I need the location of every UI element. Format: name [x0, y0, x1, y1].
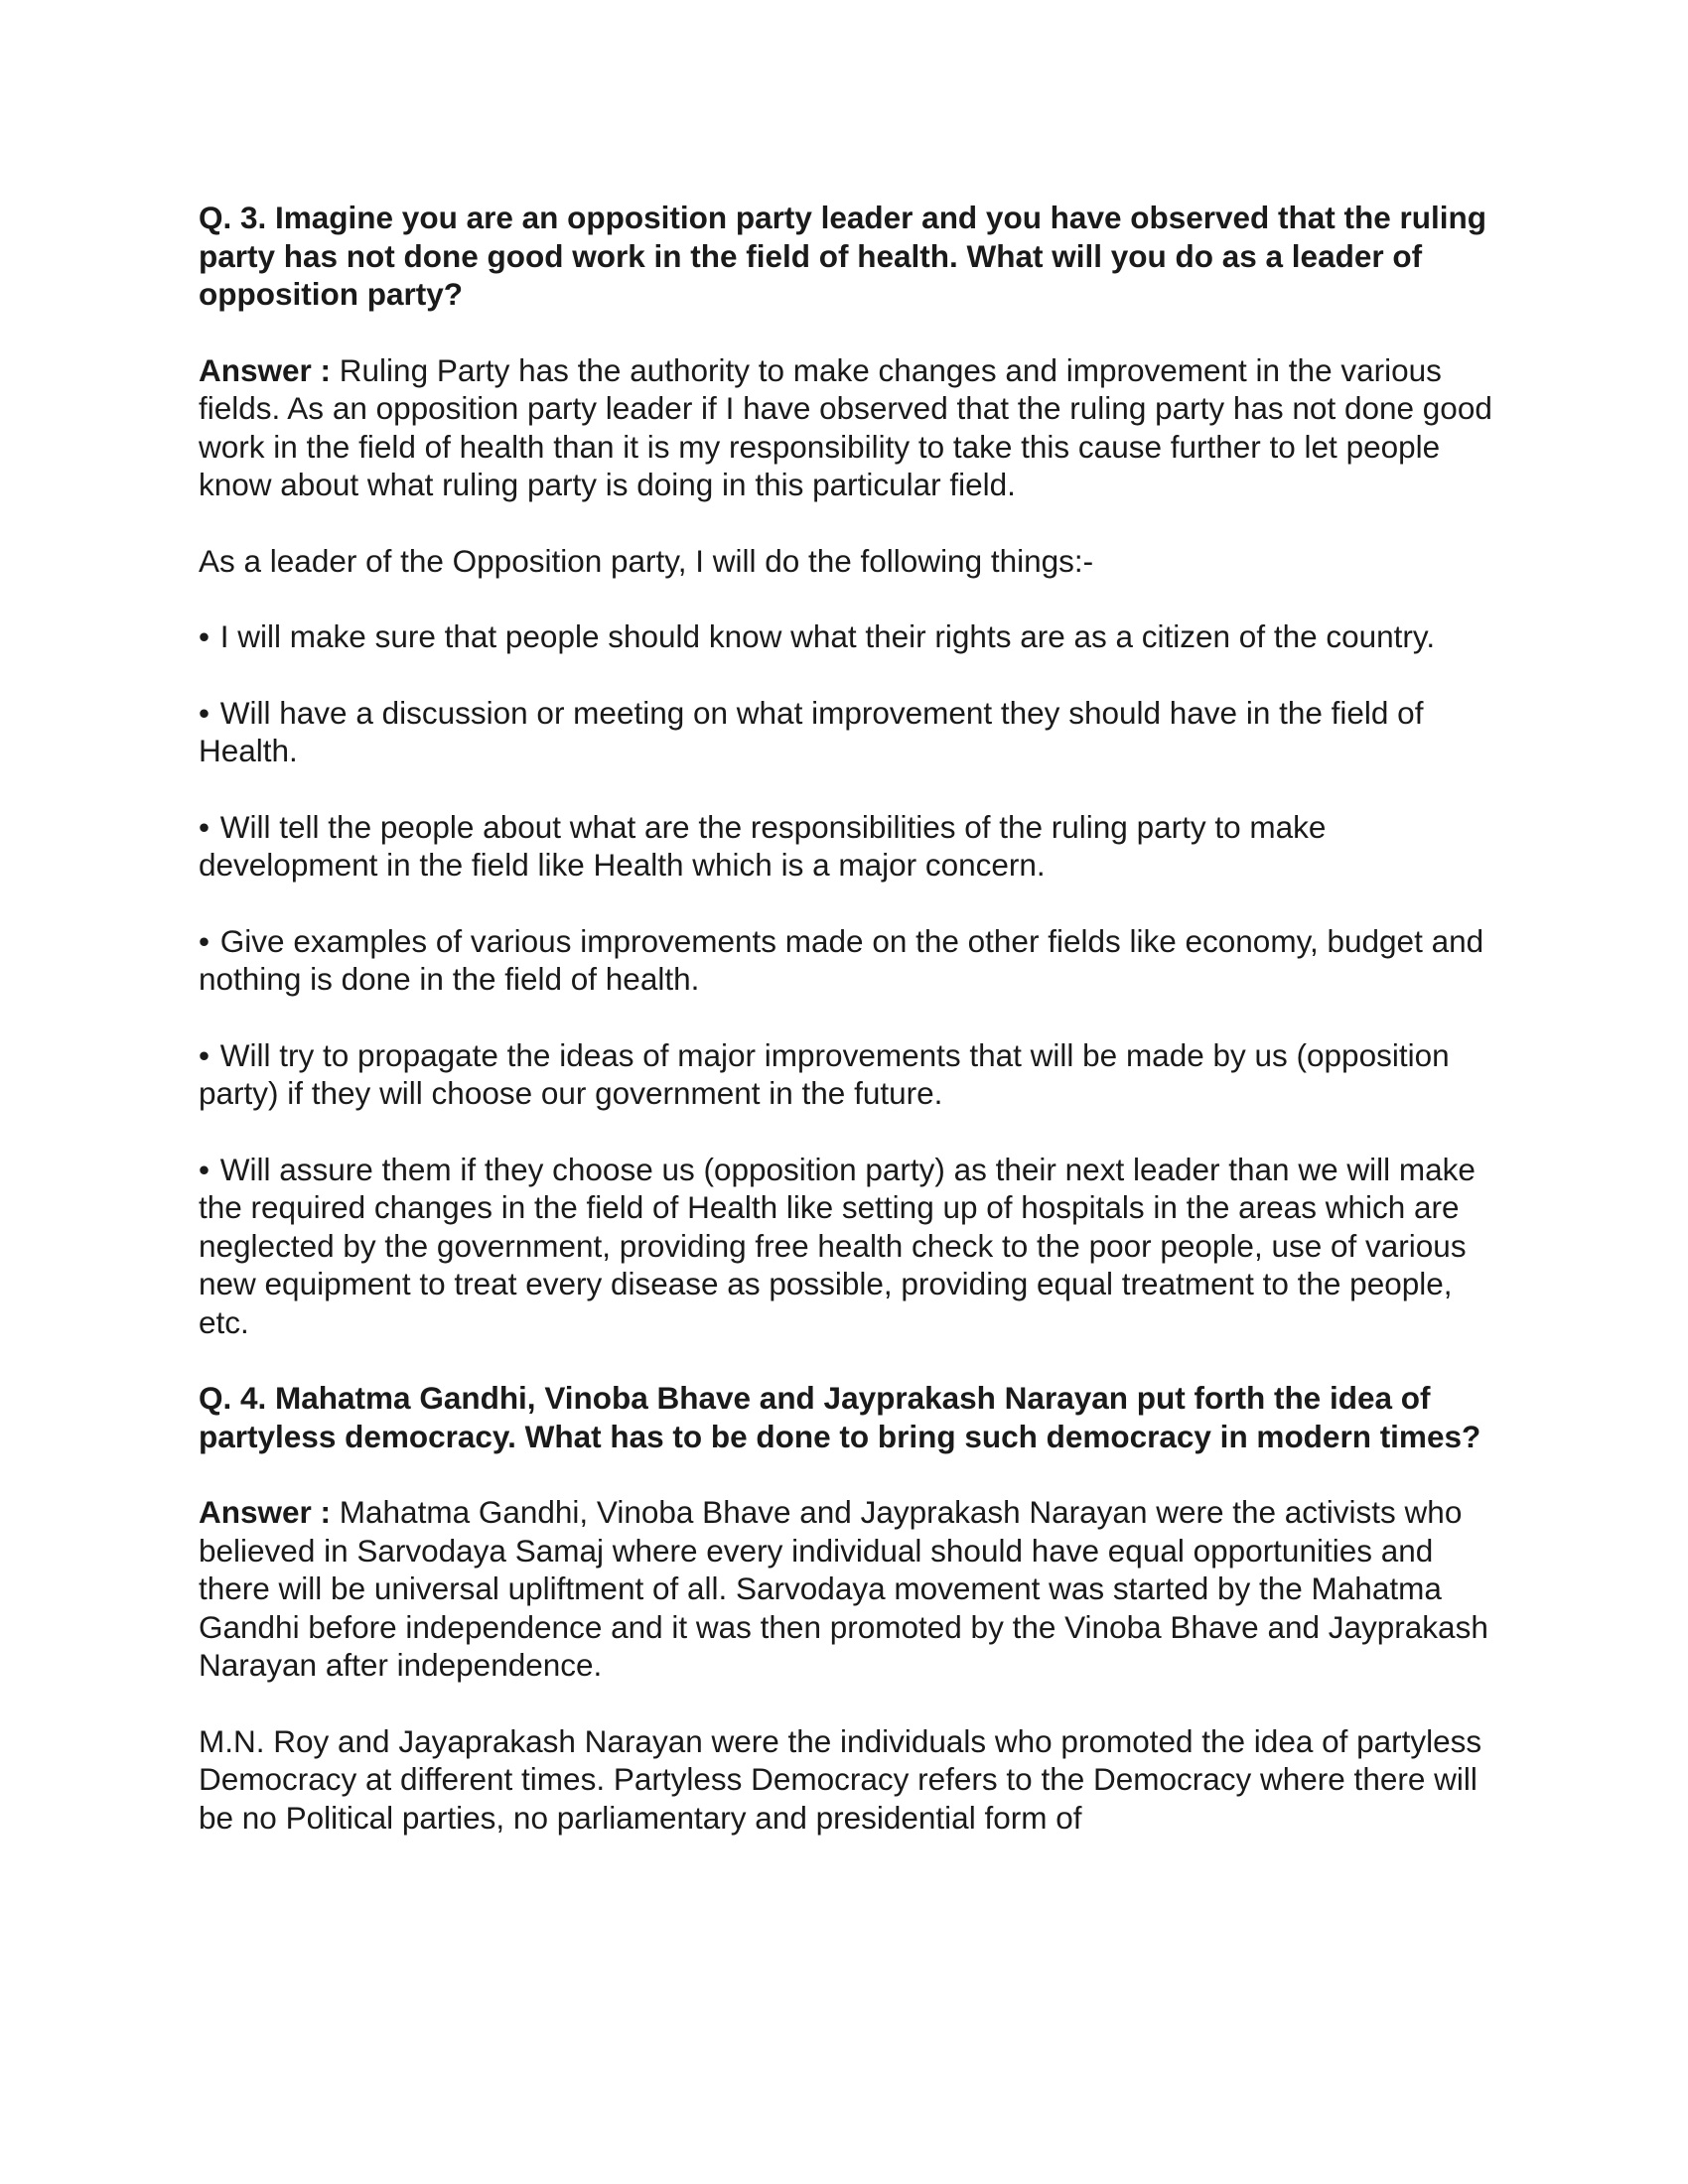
answer-label: Answer :	[199, 351, 332, 388]
list-item-text: Will have a discussion or meeting on what improvement they should have in the field of Health.	[199, 694, 1424, 768]
list-item	[199, 1151, 1499, 1342]
bullet-icon: •	[199, 1036, 211, 1073]
list-item-text: Will tell the people about what are the responsibilities of the ruling party to make development in the field like Health which is a major concern.	[199, 808, 1327, 883]
list-item-text: Will assure them if they choose us (opposition party) as their next leader than we will make the required changes in the field of Health like setting up of hospitals in the areas which are neglected by the government, providing free health check to the poor people, use of various new equipment to treat every disease as possible, providing equal treatment to the people, etc.	[199, 1151, 1476, 1340]
list-item-text: Will try to propagate the ideas of major improvements that will be made by us (opposition party) if they will choose our government in the future.	[199, 1036, 1450, 1111]
list-item	[199, 1036, 1499, 1113]
question-3-intro: As a leader of the Opposition party, I will do the following things:-	[199, 542, 1094, 579]
bullet-icon: •	[199, 808, 211, 845]
question-3-bullet-list	[199, 617, 1499, 1341]
question-3-heading: Q. 3. Imagine you are an opposition party leader and you have observed that the ruling party has not done good work in the field of health. What will you do as a leader of opposition party?	[199, 200, 1487, 312]
bullet-icon: •	[199, 618, 211, 654]
answer-text: Mahatma Gandhi, Vinoba Bhave and Jayprakash Narayan were the activists who believed in Sarvodaya Samaj where every individual should have equal opportunities and there will be universal upliftment of all. Sarvodaya movement was started by the Mahatma Gandhi before independence and it was then promoted by the Vinoba Bhave and Jayprakash Narayan after independence.	[199, 1494, 1488, 1683]
question-4-paragraph-2: M.N. Roy and Jayaprakash Narayan were the individuals who promoted the idea of partyless Democracy at different times. Partyless Democracy refers to the Democracy where there will be no Political parties, no parliamentary and presidential form of	[199, 1722, 1482, 1836]
document-page	[199, 199, 1499, 1874]
bullet-icon: •	[199, 1151, 211, 1187]
list-item	[199, 694, 1499, 770]
question-4-answer	[199, 1493, 1499, 1685]
list-item-text: Give examples of various improvements made on the other fields like economy, budget and nothing is done in the field of health.	[199, 922, 1484, 997]
list-item	[199, 808, 1499, 885]
bullet-icon: •	[199, 922, 211, 959]
question-4-heading: Q. 4. Mahatma Gandhi, Vinoba Bhave and Jayprakash Narayan put forth the idea of partyless democracy. What has to be done to bring such democracy in modern times?	[199, 1380, 1481, 1454]
question-3-answer	[199, 351, 1499, 504]
answer-label: Answer :	[199, 1494, 332, 1530]
answer-text: Ruling Party has the authority to make changes and improvement in the various fields. As an opposition party leader if I have observed that the ruling party has not done good work in the field of health than it is my responsibility to take this cause further to let people know about what ruling party is doing in this particular field.	[199, 351, 1492, 502]
list-item	[199, 922, 1499, 999]
bullet-icon: •	[199, 694, 211, 731]
list-item-text: I will make sure that people should know what their rights are as a citizen of the country.	[219, 618, 1436, 654]
list-item	[199, 617, 1499, 656]
